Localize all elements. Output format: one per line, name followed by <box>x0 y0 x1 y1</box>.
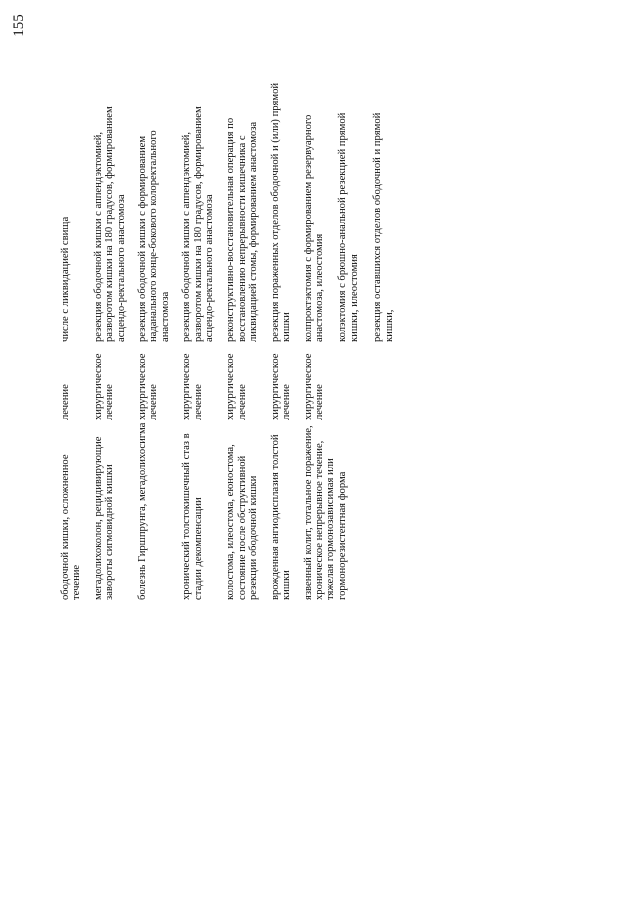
procedure-text: колпроктэктомия с формированием резервуарного анастомоза, илеостомия <box>302 114 325 342</box>
table-row <box>93 80 137 600</box>
procedure-text: резекция ободочной кишки с аппендэктомией, разворотом кишки на 180 градусов, формированием асцендо-ректального анастомоза <box>181 106 216 342</box>
procedure-text: резекция пораженных отделов ободочной и (или) прямой кишки <box>269 82 293 342</box>
procedure-text: реконструктивно-восстановительная операция по восстановлению непрерывности кишечника с ликвидацией стомы, формированием анастомоза <box>225 117 260 342</box>
procedure-cell <box>225 80 269 342</box>
procedure-cell <box>303 80 405 342</box>
diagnosis-cell: болезнь Гиршпрунга, мегадолихосигма <box>137 422 149 600</box>
procedure-text: резекция ободочной кишки с формированием наданального конце-бокового колоректального анастомоза <box>137 130 171 342</box>
treatment-method-cell: хирургическое лечение <box>137 353 160 420</box>
procedure-cell <box>270 80 303 342</box>
treatment-method-cell: хирургическое лечение <box>181 353 204 420</box>
procedure-cell <box>60 80 93 342</box>
medical-procedures-table <box>60 80 405 600</box>
treatment-method-cell: лечение <box>60 384 71 420</box>
treatment-method-cell: хирургическое лечение <box>92 353 116 420</box>
procedure-cell <box>93 80 137 342</box>
treatment-method-cell: хирургическое лечение <box>269 353 293 420</box>
procedure-text: числе с ликвидацией свища <box>60 216 71 342</box>
procedure-cell <box>181 80 225 342</box>
diagnosis-cell: хронический толстокишечный стаз в стадии декомпенсации <box>181 433 204 600</box>
diagnosis-cell: ободочной кишки, осложненное течение <box>60 454 83 600</box>
procedure-text: колэктомия с брюшно-анальной резекцией прямой кишки, илеостомия <box>337 112 360 342</box>
diagnosis-cell: мегадолихоколон, рецидивирующие завороты сигмовидной кишки <box>92 436 116 600</box>
diagnosis-cell: колостома, илеостома, еюностома, состояние после обструктивной резекции ободочной кишки <box>225 444 260 600</box>
procedure-text: резекция ободочной кишки с аппендэктомией, разворотом кишки на 180 градусов, формированием асцендо-ректального анастомоза <box>92 106 127 342</box>
medical-procedures-table-container <box>60 80 580 600</box>
table-row <box>270 80 303 600</box>
table-row <box>137 80 181 600</box>
table-row <box>303 80 405 600</box>
treatment-method-cell: хирургическое лечение <box>302 353 325 420</box>
table-row <box>225 80 269 600</box>
diagnosis-cell: врожденная ангиодисплазия толстой кишки <box>269 434 293 600</box>
table-row <box>181 80 225 600</box>
procedure-text: резекция оставшихся отделов ободочной и прямой кишки, <box>372 112 395 342</box>
page-number-text: 155 <box>10 13 27 37</box>
diagnosis-cell: язвенный колит, тотальное поражение, хроническое непрерывное течение, тяжелая гормонозависимая или гормонорезистентная форма <box>302 425 348 600</box>
treatment-method-cell: хирургическое лечение <box>225 353 248 420</box>
table-row <box>60 80 93 600</box>
procedure-cell <box>137 80 181 342</box>
